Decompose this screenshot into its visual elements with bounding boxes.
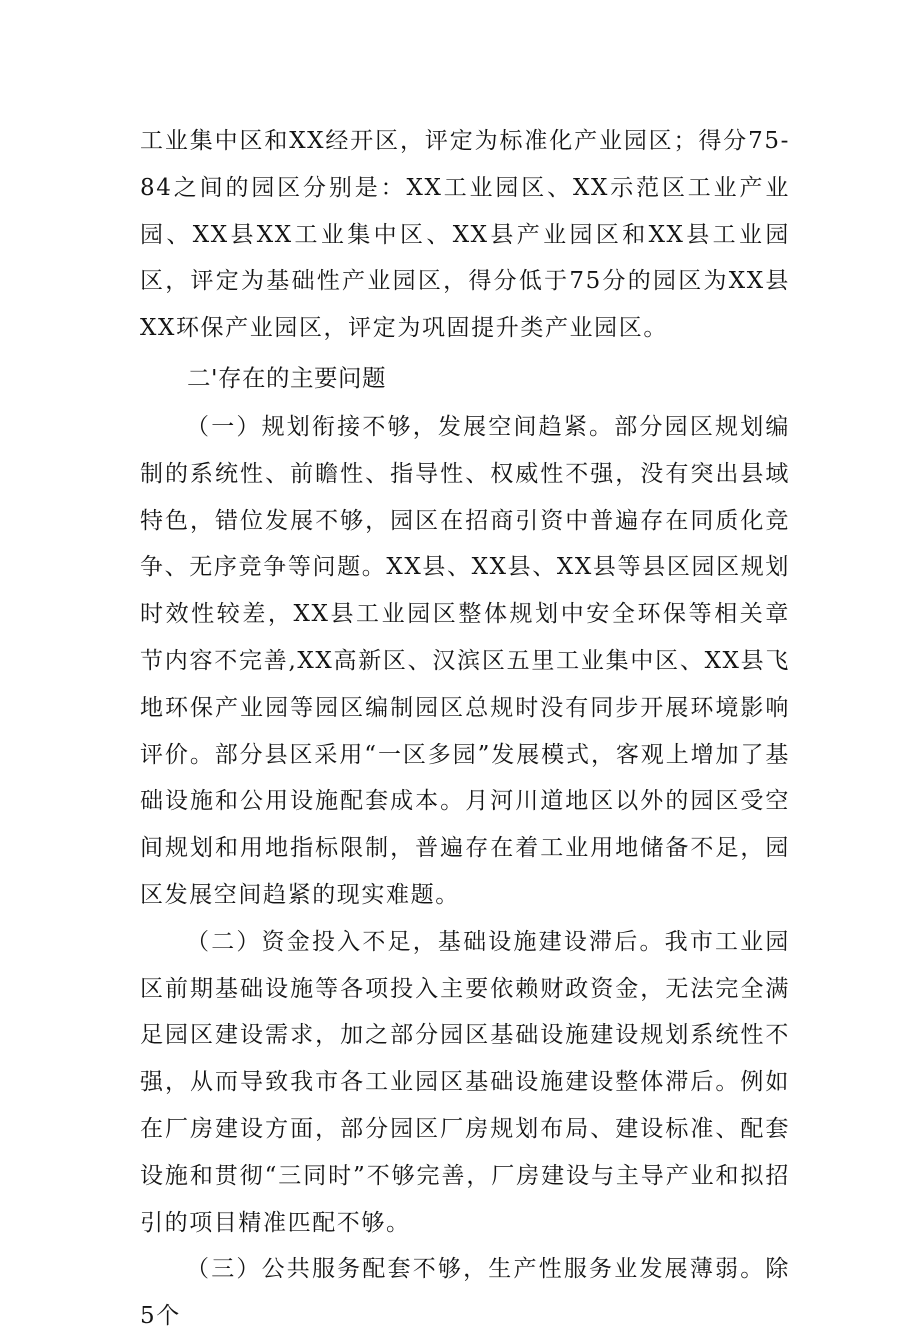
section-heading: 二'存在的主要问题 [187, 363, 386, 392]
problem-paragraph-1: （一）规划衔接不够，发展空间趋紧。部分园区规划编制的系统性、前瞻性、指导性、权威性不强，没有突出县域特色，错位发展不够，园区在招商引资中普遍存在同质化竞争、无序竞争等问题。XX县、XX县、XX县等县区园区规划时效性较差，XX县工业园区整体规划中安全环保等相关章节内容不完善,XX高新区、汉滨区五里工业集中区、XX县飞地环保产业园等园区编制园区总规时没有同步开展环境影响评价。部分县区采用“一区多园”发展模式，客观上增加了基础设施和公用设施配套成本。月河川道地区以外的园区受空间规划和用地指标限制，普遍存在着工业用地储备不足，园区发展空间趋紧的现实难题。 [140, 413, 790, 908]
intro-paragraph: 工业集中区和XX经开区，评定为标准化产业园区；得分75-84之间的园区分别是：XX工业园区、XX示范区工业产业园、XX县XX工业集中区、XX县产业园区和XX县工业园区，评定为基础性产业园区，得分低于75分的园区为XX县XX环保产业园区，评定为巩固提升类产业园区。 [140, 128, 790, 342]
problem-paragraph-2: （二）资金投入不足，基础设施建设滞后。我市工业园区前期基础设施等各项投入主要依赖财政资金，无法完全满足园区建设需求，加之部分园区基础设施建设规划系统性不强，从而导致我市各工业园区基础设施建设整体滞后。例如在厂房建设方面，部分园区厂房规划布局、建设标准、配套设施和贯彻“三同时”不够完善，厂房建设与主导产业和拟招引的项目精准匹配不够。 [140, 928, 790, 1236]
document-body [140, 118, 790, 1340]
problem-paragraph-3: （三）公共服务配套不够，生产性服务业发展薄弱。除5个 [140, 1256, 790, 1330]
